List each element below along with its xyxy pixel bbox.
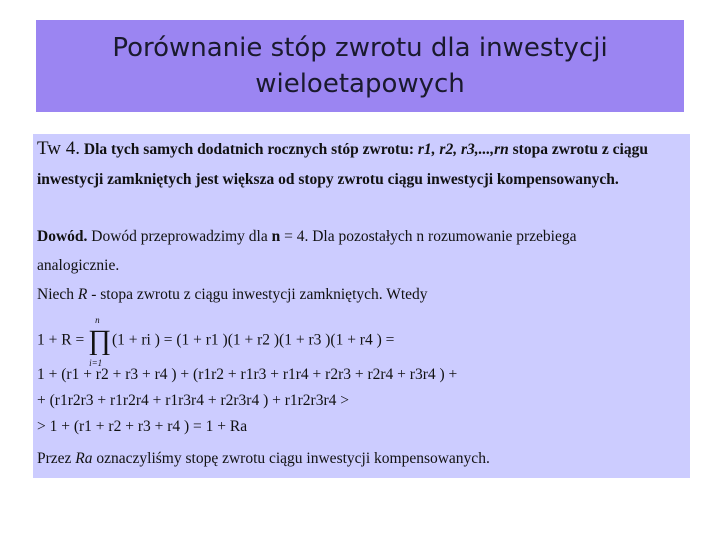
slide-title-line-1: Porównanie stóp zwrotu dla inwestycji [112,33,608,63]
equation-4: > 1 + (r1 + r2 + r3 + r4 ) = 1 + Ra [37,418,248,435]
conclusion-line [37,450,490,468]
proof-text-1: Dowód przeprowadzimy dla [91,228,268,245]
theorem-rates: r1, r2, r3,...,rn [417,141,509,158]
product-upper-limit: n [95,315,100,325]
proof-niech: Niech [37,286,75,303]
theorem-label: Tw 4. [37,138,81,159]
product-lower-limit: i=1 [89,358,103,368]
theorem-text-1: Dla tych samych dodatnich rocznych stóp zwrotu: [83,141,414,158]
proof-text-2: = 4. Dla pozostałych n rozumowanie przebiega [284,228,577,245]
equation-2: 1 + (r1 + r2 + r3 + r4 ) + (r1r2 + r1r3 + r1r4 + r2r3 + r2r4 + r3r4 ) + [37,366,458,383]
slide-title-box [36,20,684,112]
equation-1-rhs: (1 + ri ) = (1 + r1 )(1 + r2 )(1 + r3 )(1 + r4 ) = [111,331,395,349]
product-sigma-icon: ∏ [88,325,112,356]
slide-title-line-2: wieloetapowych [255,69,465,99]
equation-1 [37,315,395,368]
equation-1-lhs: 1 + R = [37,331,85,349]
proof-R: R [77,286,88,303]
conclusion-przez: Przez [37,450,72,467]
product-symbol [88,315,112,368]
proof-line-3 [37,286,428,304]
proof-line-3-text: - stopa zwrotu z ciągu inwestycji zamkniętych. Wtedy [91,286,428,303]
theorem-line-1 [37,138,648,160]
proof-line-2: analogicznie. [37,257,120,274]
theorem-line-2: inwestycji zamkniętych jest większa od stopy zwrotu ciągu inwestycji kompensowanych. [37,171,619,188]
equation-3: + (r1r2r3 + r1r2r4 + r1r3r4 + r2r3r4 ) + r1r2r3r4 > [37,392,349,409]
proof-label: Dowód. [37,228,88,245]
conclusion-Ra: Ra [75,450,93,467]
theorem-content-box [33,134,690,478]
proof-line-1 [37,228,577,246]
theorem-text-2: stopa zwrotu z ciągu [512,141,648,158]
conclusion-text: oznaczyliśmy stopę zwrotu ciągu inwestycji kompensowanych. [96,450,490,467]
proof-n: n [271,228,281,245]
